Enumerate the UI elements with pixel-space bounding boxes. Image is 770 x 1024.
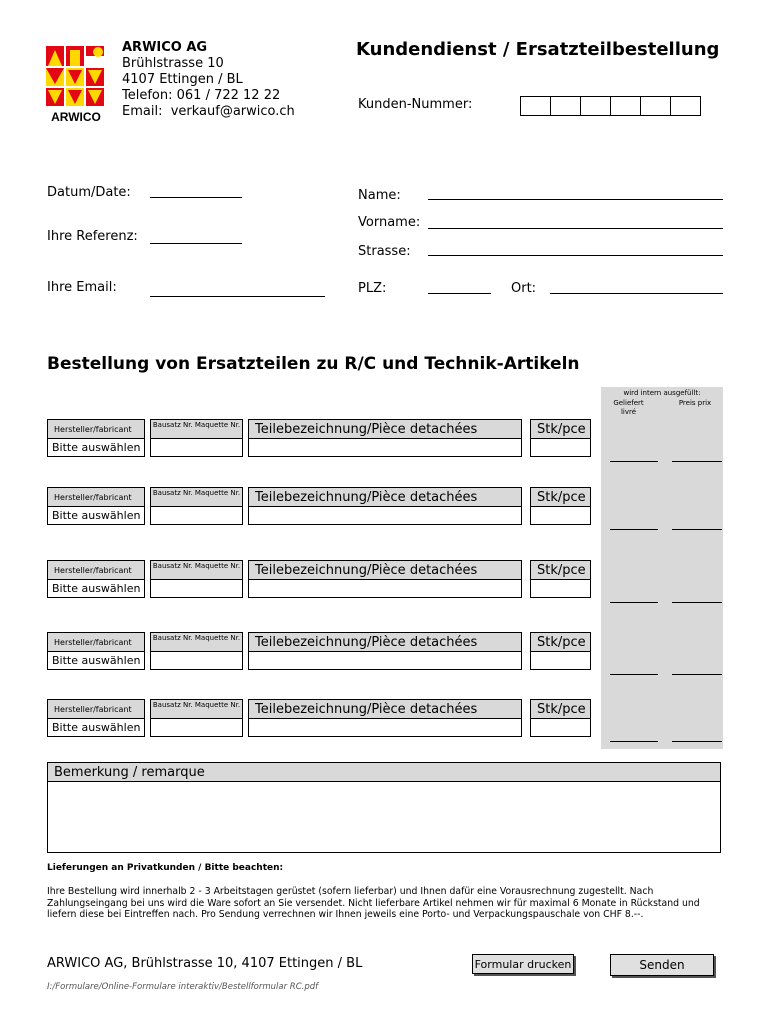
kit-number-field-3[interactable] [150, 579, 243, 598]
price-field-3 [672, 602, 722, 603]
part-field-3[interactable] [248, 579, 522, 598]
company-email-label: Email: [122, 104, 163, 119]
delivered-field-3 [610, 602, 658, 603]
name-label: Name: [358, 188, 401, 203]
date-field[interactable] [150, 197, 242, 198]
remark-textarea[interactable] [47, 781, 721, 853]
part-field-2[interactable] [248, 506, 522, 525]
company-email: verkauf@arwico.ch [170, 104, 295, 119]
qty-label-2: Stk/pce [530, 487, 591, 507]
notice-heading: Lieferungen an Privatkunden / Bitte beachten: [47, 863, 284, 873]
city-label: Ort: [511, 281, 537, 296]
price-field-4 [672, 674, 722, 675]
delivered-header: Geliefert livré [613, 399, 644, 416]
qty-label-3: Stk/pce [530, 560, 591, 580]
delivered-field-1 [610, 461, 658, 462]
street-label: Strasse: [358, 244, 411, 259]
print-form-button[interactable]: Formular drucken [472, 954, 574, 974]
kit-number-field-1[interactable] [150, 438, 243, 457]
company-phone: Telefon: 061 / 722 12 22 [122, 88, 281, 103]
file-path: I:/Formulare/Online-Formulare interaktiv/Bestellformular RC.pdf [47, 982, 319, 992]
qty-field-4[interactable] [530, 651, 591, 670]
reference-field[interactable] [150, 243, 242, 244]
remark-header: Bemerkung / remarque [47, 762, 721, 782]
manufacturer-select-3[interactable]: Bitte auswählen [47, 579, 145, 598]
footer-address: ARWICO AG, Brühlstrasse 10, 4107 Ettingen / BL [47, 956, 363, 971]
zip-label: PLZ: [358, 281, 387, 296]
kit-number-label-3: Bausatz Nr. Maquette Nr. [150, 560, 243, 580]
company-name: ARWICO AG [122, 40, 208, 55]
qty-field-1[interactable] [530, 438, 591, 457]
part-label-1: Teilebezeichnung/Pièce detachées [248, 419, 522, 439]
kit-number-label-5: Bausatz Nr. Maquette Nr. [150, 699, 243, 719]
part-field-4[interactable] [248, 651, 522, 670]
manufacturer-select-2[interactable]: Bitte auswählen [47, 506, 145, 525]
date-label: Datum/Date: [47, 185, 131, 200]
manufacturer-label-2: Hersteller/fabricant [47, 487, 145, 507]
kit-number-field-5[interactable] [150, 718, 243, 737]
manufacturer-label-4: Hersteller/fabricant [47, 632, 145, 652]
price-field-2 [672, 529, 722, 530]
customer-number-field[interactable] [520, 96, 701, 116]
price-header: Preis prix [678, 399, 712, 407]
order-section-title: Bestellung von Ersatzteilen zu R/C und Technik-Artikeln [47, 354, 580, 374]
company-street: Brühlstrasse 10 [122, 56, 224, 71]
city-field[interactable] [550, 293, 723, 294]
part-label-3: Teilebezeichnung/Pièce detachées [248, 560, 522, 580]
kit-number-label-2: Bausatz Nr. Maquette Nr. [150, 487, 243, 507]
company-address [122, 40, 295, 120]
manufacturer-select-5[interactable]: Bitte auswählen [47, 718, 145, 737]
email-field[interactable] [150, 296, 325, 297]
email-label: Ihre Email: [47, 280, 117, 295]
internal-column-title: wird intern ausgefüllt: [623, 389, 701, 397]
manufacturer-select-4[interactable]: Bitte auswählen [47, 651, 145, 670]
kit-number-field-4[interactable] [150, 651, 243, 670]
manufacturer-label-1: Hersteller/fabricant [47, 419, 145, 439]
kit-number-label-1: Bausatz Nr. Maquette Nr. [150, 419, 243, 439]
firstname-field[interactable] [428, 228, 723, 229]
firstname-label: Vorname: [358, 215, 421, 230]
qty-field-3[interactable] [530, 579, 591, 598]
part-field-1[interactable] [248, 438, 522, 457]
qty-field-5[interactable] [530, 718, 591, 737]
manufacturer-label-3: Hersteller/fabricant [47, 560, 145, 580]
part-label-5: Teilebezeichnung/Pièce detachées [248, 699, 522, 719]
reference-label: Ihre Referenz: [47, 229, 138, 244]
logo-text: ARWICO [51, 110, 101, 124]
price-field-1 [672, 461, 722, 462]
price-field-5 [672, 741, 722, 742]
kit-number-label-4: Bausatz Nr. Maquette Nr. [150, 632, 243, 652]
delivered-field-5 [610, 741, 658, 742]
delivered-field-4 [610, 674, 658, 675]
customer-number-label: Kunden-Nummer: [358, 97, 473, 112]
internal-column [601, 387, 723, 749]
qty-label-5: Stk/pce [530, 699, 591, 719]
manufacturer-label-5: Hersteller/fabricant [47, 699, 145, 719]
manufacturer-select-1[interactable]: Bitte auswählen [47, 438, 145, 457]
send-button[interactable]: Senden [610, 954, 714, 976]
kit-number-field-2[interactable] [150, 506, 243, 525]
qty-label-1: Stk/pce [530, 419, 591, 439]
name-field[interactable] [428, 199, 723, 200]
part-label-4: Teilebezeichnung/Pièce detachées [248, 632, 522, 652]
qty-label-4: Stk/pce [530, 632, 591, 652]
part-label-2: Teilebezeichnung/Pièce detachées [248, 487, 522, 507]
company-city: 4107 Ettingen / BL [122, 72, 243, 87]
arwico-logo [44, 44, 108, 124]
qty-field-2[interactable] [530, 506, 591, 525]
part-field-5[interactable] [248, 718, 522, 737]
zip-field[interactable] [428, 293, 491, 294]
delivered-field-2 [610, 529, 658, 530]
street-field[interactable] [428, 255, 723, 256]
form-title: Kundendienst / Ersatzteilbestellung [356, 39, 720, 60]
notice-text: Ihre Bestellung wird innerhalb 2 - 3 Arbeitstagen gerüstet (sofern lieferbar) und Ihnen dafür eine Vorausrechnung zugestellt. Nach Zahlungseingang bei uns wird die Ware sofort an Sie versendet. Nicht lieferbare Artikel nehmen wir für maximal 6 Monate in Rückstand und liefern diese bei Eintreffen nach. Pro Sendung verrechnen wir Ihnen jeweils eine Porto- und Verpackungspauschale von CHF 8.--. [47, 886, 700, 920]
